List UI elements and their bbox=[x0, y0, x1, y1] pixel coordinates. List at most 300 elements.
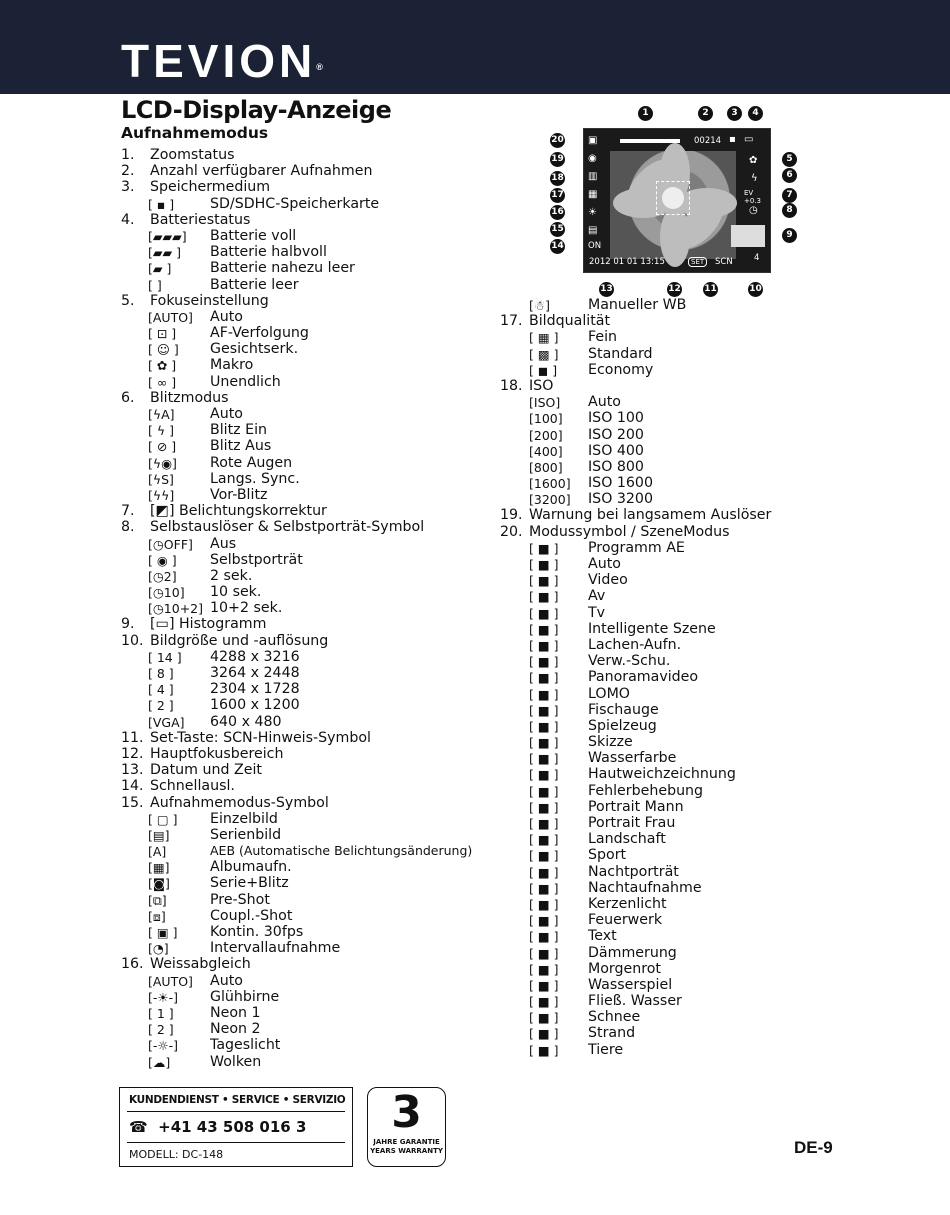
legend-item bbox=[500, 912, 800, 928]
item-icon: [ 4 ] bbox=[148, 682, 174, 698]
item-icon: [ 1 ] bbox=[148, 1005, 174, 1021]
callout-16: 16 bbox=[550, 205, 565, 220]
histogram bbox=[731, 225, 765, 247]
item-number: 16. bbox=[121, 956, 144, 973]
item-icon: [ ■ ] bbox=[529, 1026, 559, 1042]
item-icon: [ ▣ ] bbox=[148, 925, 178, 940]
item-label: Economy bbox=[588, 361, 654, 378]
legend-item bbox=[121, 973, 491, 989]
macro-icon: ✿ bbox=[749, 155, 758, 166]
legend-item bbox=[500, 653, 800, 669]
service-box bbox=[119, 1087, 353, 1167]
item-number: 14. bbox=[121, 778, 144, 795]
legend-item bbox=[500, 945, 800, 961]
page-title: LCD-Display-Anzeige bbox=[121, 96, 392, 124]
legend-item bbox=[500, 831, 800, 847]
legend-item bbox=[500, 896, 800, 912]
date-time: 2012 01 01 13:15 bbox=[589, 257, 665, 267]
header-bar bbox=[0, 0, 950, 94]
item-icon: [200] bbox=[529, 427, 563, 443]
item-label: Einzelbild bbox=[210, 810, 278, 827]
item-label: Auto bbox=[210, 972, 243, 989]
legend-item bbox=[121, 843, 491, 859]
left-legend-list bbox=[121, 147, 491, 1070]
item-label: Zoomstatus bbox=[150, 147, 235, 163]
legend-item bbox=[500, 880, 800, 896]
legend-item bbox=[500, 702, 800, 718]
legend-item bbox=[500, 669, 800, 685]
item-icon: [-☀-] bbox=[148, 989, 178, 1005]
item-label: Vor-Blitz bbox=[210, 486, 268, 503]
service-phone: ☎ +41 43 508 016 3 bbox=[129, 1118, 307, 1136]
item-icon: [ ■ ] bbox=[529, 896, 559, 912]
legend-item bbox=[121, 406, 491, 422]
item-label: Fehlerbehebung bbox=[588, 782, 704, 799]
legend-item bbox=[121, 438, 491, 454]
legend-item bbox=[121, 552, 491, 568]
phone-icon: ☎ bbox=[129, 1118, 148, 1136]
legend-item bbox=[121, 730, 491, 746]
item-label: Auto bbox=[210, 406, 243, 422]
legend-item bbox=[500, 783, 800, 799]
item-label: Landschaft bbox=[588, 831, 666, 848]
item-label: LOMO bbox=[588, 685, 630, 702]
item-label: 10+2 sek. bbox=[210, 600, 283, 617]
item-label: Intervallaufnahme bbox=[210, 940, 341, 957]
memory-card-icon: ▪ bbox=[729, 134, 736, 145]
item-label: Aufnahmemodus-Symbol bbox=[150, 794, 329, 811]
item-label: Portrait Mann bbox=[588, 798, 684, 815]
legend-item bbox=[121, 357, 491, 373]
item-label: 640 x 480 bbox=[210, 713, 282, 730]
item-label: Morgenrot bbox=[588, 960, 661, 977]
item-icon: [ϟS] bbox=[148, 471, 174, 487]
warranty-badge: 3 JAHRE GARANTIE YEARS WARRANTY bbox=[367, 1087, 446, 1167]
item-label: Text bbox=[588, 928, 617, 945]
item-icon: [ISO] bbox=[529, 395, 561, 411]
item-label: Dämmerung bbox=[588, 944, 677, 961]
item-icon: [3200] bbox=[529, 492, 571, 508]
legend-item bbox=[500, 734, 800, 750]
self-timer-icon: ◷ bbox=[749, 205, 758, 216]
callout-19: 19 bbox=[550, 152, 565, 167]
item-icon: [ 8 ] bbox=[148, 666, 174, 681]
item-label: Intelligente Szene bbox=[588, 620, 716, 637]
legend-item bbox=[121, 649, 491, 665]
item-icon: [ ■ ] bbox=[529, 1010, 559, 1026]
item-label: 2304 x 1728 bbox=[210, 681, 300, 698]
item-label: 1600 x 1200 bbox=[210, 697, 300, 714]
callout-7: 7 bbox=[782, 188, 797, 203]
item-label: Blitz Ein bbox=[210, 422, 268, 439]
legend-item bbox=[121, 1037, 491, 1053]
legend-item bbox=[121, 471, 491, 487]
item-label: Fein bbox=[588, 329, 618, 346]
item-label: Selbstauslöser & Selbstporträt-Symbol bbox=[150, 519, 425, 536]
item-icon: [ ■ ] bbox=[529, 637, 559, 653]
item-number: 3. bbox=[121, 179, 135, 196]
item-label: Wasserspiel bbox=[588, 976, 673, 993]
item-label: 10 sek. bbox=[210, 584, 262, 601]
item-label: Serienbild bbox=[210, 826, 282, 843]
item-icon: [-☼-] bbox=[148, 1038, 178, 1054]
item-label: [▭] Histogramm bbox=[150, 616, 267, 633]
legend-item bbox=[121, 536, 491, 552]
item-label: ISO 400 bbox=[588, 442, 644, 459]
item-label: Manueller WB bbox=[588, 297, 687, 313]
legend-item bbox=[121, 568, 491, 584]
item-icon: [◔] bbox=[148, 941, 169, 957]
item-icon: [ ■ ] bbox=[529, 961, 559, 977]
item-number: 17. bbox=[500, 313, 523, 330]
legend-item bbox=[500, 1042, 800, 1058]
ev-readout: EV +0.3 bbox=[744, 189, 761, 205]
item-icon: [ϟϟ] bbox=[148, 487, 175, 503]
item-label: Makro bbox=[210, 357, 254, 374]
zoom-bar bbox=[620, 139, 680, 143]
item-icon: [ ■ ] bbox=[529, 880, 559, 896]
legend-item bbox=[121, 616, 491, 632]
item-icon: [ ✿ ] bbox=[148, 358, 177, 374]
legend-item bbox=[121, 325, 491, 341]
item-number: 4. bbox=[121, 211, 135, 228]
legend-item bbox=[121, 196, 491, 212]
item-label: Fließ. Wasser bbox=[588, 993, 682, 1010]
legend-item bbox=[121, 1054, 491, 1070]
item-icon: [ ■ ] bbox=[529, 605, 559, 621]
item-label: SD/SDHC-Speicherkarte bbox=[210, 195, 380, 212]
legend-item bbox=[121, 422, 491, 438]
legend-item bbox=[121, 924, 491, 940]
legend-item bbox=[121, 956, 491, 972]
legend-item bbox=[121, 228, 491, 244]
legend-item bbox=[121, 859, 491, 875]
legend-item bbox=[500, 1025, 800, 1041]
item-label: Blitz Aus bbox=[210, 438, 272, 455]
legend-item bbox=[121, 293, 491, 309]
callout-13: 13 bbox=[599, 282, 614, 297]
legend-item bbox=[121, 277, 491, 293]
item-label: Hauptfokusbereich bbox=[150, 745, 284, 762]
item-label: Gesichtserk. bbox=[210, 341, 299, 358]
legend-item bbox=[121, 908, 491, 924]
legend-item bbox=[500, 313, 800, 329]
item-icon: [▰▰ ] bbox=[148, 245, 181, 261]
item-label: Skizze bbox=[588, 734, 633, 751]
legend-item bbox=[121, 697, 491, 713]
legend-item bbox=[121, 147, 491, 163]
legend-item bbox=[500, 799, 800, 815]
item-icon: [ 2 ] bbox=[148, 1022, 174, 1038]
shots-count: 00214 bbox=[694, 136, 722, 146]
legend-item bbox=[500, 297, 800, 313]
legend-item bbox=[121, 795, 491, 811]
item-icon: [AUTO] bbox=[148, 973, 193, 989]
item-icon: [ ■ ] bbox=[529, 848, 559, 864]
item-number: 15. bbox=[121, 794, 144, 811]
callout-4: 4 bbox=[748, 106, 763, 121]
legend-item bbox=[500, 750, 800, 766]
item-icon: [ 2 ] bbox=[148, 698, 174, 714]
item-icon: [ ⊘ ] bbox=[148, 439, 177, 455]
item-label: Kerzenlicht bbox=[588, 895, 667, 912]
legend-item bbox=[121, 714, 491, 730]
item-label: Batteriestatus bbox=[150, 211, 251, 228]
item-label: ISO 200 bbox=[588, 426, 644, 443]
item-icon: [◷OFF] bbox=[148, 536, 193, 552]
item-icon: [ ■ ] bbox=[529, 686, 559, 702]
item-icon: [ ■ ] bbox=[529, 751, 559, 767]
item-label: AEB (Automatische Belichtungsänderung) bbox=[210, 843, 473, 859]
item-label: Sport bbox=[588, 847, 627, 864]
legend-item bbox=[121, 390, 491, 406]
legend-item bbox=[121, 827, 491, 843]
legend-item bbox=[121, 940, 491, 956]
item-label: Fischauge bbox=[588, 701, 659, 718]
item-icon: [ ■ ] bbox=[529, 621, 559, 637]
camera-lcd-screen bbox=[583, 128, 771, 273]
item-label: ISO 3200 bbox=[588, 491, 653, 508]
legend-item bbox=[500, 362, 800, 378]
item-icon: [A] bbox=[148, 844, 167, 860]
legend-item bbox=[121, 600, 491, 616]
item-label: Unendlich bbox=[210, 373, 281, 390]
quality-icon: ▦ bbox=[588, 189, 598, 200]
item-label: Lachen-Aufn. bbox=[588, 636, 682, 653]
right-legend-list bbox=[500, 297, 800, 1058]
legend-item bbox=[121, 503, 491, 519]
item-label: Anzahl verfügbarer Aufnahmen bbox=[150, 163, 373, 180]
item-icon: [ ■ ] bbox=[529, 977, 559, 993]
legend-item bbox=[121, 309, 491, 325]
item-icon: [ ■ ] bbox=[529, 816, 559, 831]
item-icon: [ ■ ] bbox=[529, 589, 559, 605]
item-label: Schnee bbox=[588, 1009, 641, 1026]
item-icon: [ 14 ] bbox=[148, 649, 182, 665]
item-label: Batterie nahezu leer bbox=[210, 260, 355, 277]
item-icon: [ ■ ] bbox=[529, 832, 559, 848]
item-number: 11. bbox=[121, 729, 144, 746]
callout-15: 15 bbox=[550, 222, 565, 237]
callout-10: 10 bbox=[748, 282, 763, 297]
preview-photo bbox=[610, 151, 736, 259]
item-label: 3264 x 2448 bbox=[210, 665, 300, 681]
legend-item bbox=[121, 875, 491, 891]
item-label: Set-Taste: SCN-Hinweis-Symbol bbox=[150, 729, 371, 746]
model-line: MODELL: DC-148 bbox=[129, 1148, 224, 1161]
legend-item bbox=[121, 989, 491, 1005]
item-icon: [ ■ ] bbox=[529, 670, 559, 686]
callout-5: 5 bbox=[782, 152, 797, 167]
item-label: ISO bbox=[529, 377, 554, 394]
item-icon: [☁] bbox=[148, 1054, 171, 1070]
item-label: Blitzmodus bbox=[150, 389, 229, 406]
legend-item bbox=[121, 892, 491, 908]
item-label: Neon 2 bbox=[210, 1021, 261, 1038]
item-label: Verw.-Schu. bbox=[588, 653, 671, 670]
item-label: Serie+Blitz bbox=[210, 875, 289, 892]
item-label: Nachtaufnahme bbox=[588, 879, 702, 896]
item-label: Warnung bei langsamem Auslöser bbox=[529, 507, 772, 524]
item-icon: [ ■ ] bbox=[529, 864, 559, 880]
item-label: Wasserfarbe bbox=[588, 750, 677, 767]
item-label: Pre-Shot bbox=[210, 891, 270, 908]
item-label: ISO 1600 bbox=[588, 475, 653, 492]
item-icon: [ ■ ] bbox=[529, 718, 559, 734]
legend-item bbox=[121, 163, 491, 179]
item-label: Feuerwerk bbox=[588, 912, 663, 929]
legend-item bbox=[121, 681, 491, 697]
item-icon: [ ■ ] bbox=[529, 1042, 559, 1058]
item-icon: [ ] bbox=[148, 277, 162, 293]
item-icon: [ ☺ ] bbox=[148, 342, 179, 358]
legend-item bbox=[121, 374, 491, 390]
callout-1: 1 bbox=[638, 106, 653, 121]
legend-item bbox=[500, 993, 800, 1009]
callout-14: 14 bbox=[550, 239, 565, 254]
item-label: Tiere bbox=[588, 1041, 624, 1058]
item-number: 7. bbox=[121, 503, 135, 520]
item-label: Coupl.-Shot bbox=[210, 907, 293, 924]
item-icon: [100] bbox=[529, 411, 563, 427]
legend-item bbox=[500, 475, 800, 491]
legend-item bbox=[500, 977, 800, 993]
callout-12: 12 bbox=[667, 282, 682, 297]
page-number: DE-9 bbox=[794, 1138, 833, 1157]
item-label: Glühbirne bbox=[210, 988, 280, 1005]
item-label: Av bbox=[588, 588, 606, 605]
item-icon: [ ■ ] bbox=[529, 945, 559, 961]
legend-item bbox=[500, 686, 800, 702]
legend-item bbox=[121, 519, 491, 535]
quick-shot-indicator: ON bbox=[588, 241, 602, 251]
item-label: Spielzeug bbox=[588, 717, 657, 734]
item-icon: [ ■ ] bbox=[529, 994, 559, 1010]
item-icon: [ ■ ] bbox=[529, 767, 559, 783]
item-icon: [ ■ ] bbox=[529, 783, 559, 799]
item-label: Fokuseinstellung bbox=[150, 292, 269, 309]
legend-item bbox=[500, 427, 800, 443]
legend-item bbox=[121, 1021, 491, 1037]
item-label: Tv bbox=[588, 604, 606, 621]
focus-frame bbox=[656, 181, 690, 215]
iso-icon: ▥ bbox=[588, 171, 598, 182]
item-icon: [◷10] bbox=[148, 585, 185, 601]
legend-item bbox=[500, 605, 800, 621]
item-label: Auto bbox=[210, 308, 243, 325]
white-balance-icon: ☀ bbox=[588, 207, 597, 218]
item-icon: [◙] bbox=[148, 876, 170, 892]
item-number: 20. bbox=[500, 523, 523, 540]
item-label: Portrait Frau bbox=[588, 815, 676, 831]
legend-item bbox=[121, 746, 491, 762]
item-label: Datum und Zeit bbox=[150, 762, 262, 779]
legend-item bbox=[121, 633, 491, 649]
item-label: Weissabgleich bbox=[150, 956, 251, 973]
item-label: 4288 x 3216 bbox=[210, 648, 300, 665]
legend-item bbox=[500, 572, 800, 588]
legend-item bbox=[500, 329, 800, 345]
item-icon: [ ϟ ] bbox=[148, 423, 174, 439]
legend-item bbox=[500, 443, 800, 459]
legend-item bbox=[121, 212, 491, 228]
item-icon: [▦] bbox=[148, 860, 170, 876]
item-label: Bildgröße und -auflösung bbox=[150, 632, 329, 649]
item-icon: [⧈] bbox=[148, 908, 166, 924]
item-icon: [ ■ ] bbox=[529, 573, 559, 589]
item-icon: [◷2] bbox=[148, 568, 177, 584]
item-icon: [ ▢ ] bbox=[148, 811, 178, 827]
legend-item bbox=[121, 341, 491, 357]
legend-item bbox=[121, 455, 491, 471]
scn-label: SCN bbox=[715, 257, 733, 267]
legend-item bbox=[500, 410, 800, 426]
item-label: Langs. Sync. bbox=[210, 470, 300, 487]
legend-item bbox=[500, 766, 800, 782]
item-label: Strand bbox=[588, 1025, 636, 1042]
item-icon: [ ■ ] bbox=[529, 557, 559, 572]
callout-6: 6 bbox=[782, 168, 797, 183]
item-label: ISO 800 bbox=[588, 458, 644, 475]
slow-shutter-icon: ◉ bbox=[588, 153, 597, 164]
item-icon: [400] bbox=[529, 443, 563, 459]
item-number: 1. bbox=[121, 147, 135, 163]
item-number: 9. bbox=[121, 616, 135, 633]
legend-item bbox=[121, 778, 491, 794]
item-number: 6. bbox=[121, 389, 135, 406]
legend-item bbox=[500, 556, 800, 572]
legend-item bbox=[121, 244, 491, 260]
item-label: Nachtporträt bbox=[588, 863, 679, 880]
legend-item bbox=[500, 491, 800, 507]
flash-icon: ϟ bbox=[751, 173, 758, 184]
legend-item bbox=[500, 507, 800, 523]
mode-icon: ▣ bbox=[588, 135, 598, 146]
legend-item bbox=[121, 1005, 491, 1021]
item-label: [◩] Belichtungskorrektur bbox=[150, 503, 327, 520]
legend-item bbox=[500, 718, 800, 734]
legend-item bbox=[500, 815, 800, 831]
item-icon: [▤] bbox=[148, 827, 170, 843]
item-icon: [ ▩ ] bbox=[529, 346, 559, 362]
item-label: 2 sek. bbox=[210, 567, 253, 584]
item-icon: [ ■ ] bbox=[529, 929, 559, 945]
item-icon: [▰ ] bbox=[148, 261, 172, 277]
item-label: Programm AE bbox=[588, 539, 685, 556]
item-number: 8. bbox=[121, 519, 135, 536]
legend-item bbox=[500, 524, 800, 540]
item-label: Neon 1 bbox=[210, 1004, 261, 1021]
item-number: 10. bbox=[121, 632, 144, 649]
item-number: 12. bbox=[121, 745, 144, 762]
legend-item bbox=[500, 394, 800, 410]
item-number: 2. bbox=[121, 163, 135, 180]
item-label: Panoramavideo bbox=[588, 669, 699, 686]
item-label: Batterie voll bbox=[210, 227, 297, 244]
item-label: Bildqualität bbox=[529, 313, 611, 330]
item-icon: [⧉] bbox=[148, 892, 167, 908]
callout-9: 9 bbox=[782, 228, 797, 243]
legend-item bbox=[500, 378, 800, 394]
legend-item bbox=[500, 540, 800, 556]
item-label: ISO 100 bbox=[588, 410, 644, 427]
legend-item bbox=[121, 584, 491, 600]
item-label: Kontin. 30fps bbox=[210, 924, 304, 940]
legend-item bbox=[500, 346, 800, 362]
item-label: Hautweichzeichnung bbox=[588, 766, 736, 783]
item-icon: [ϟ◉] bbox=[148, 455, 177, 471]
warranty-years: 3 bbox=[391, 1087, 422, 1138]
